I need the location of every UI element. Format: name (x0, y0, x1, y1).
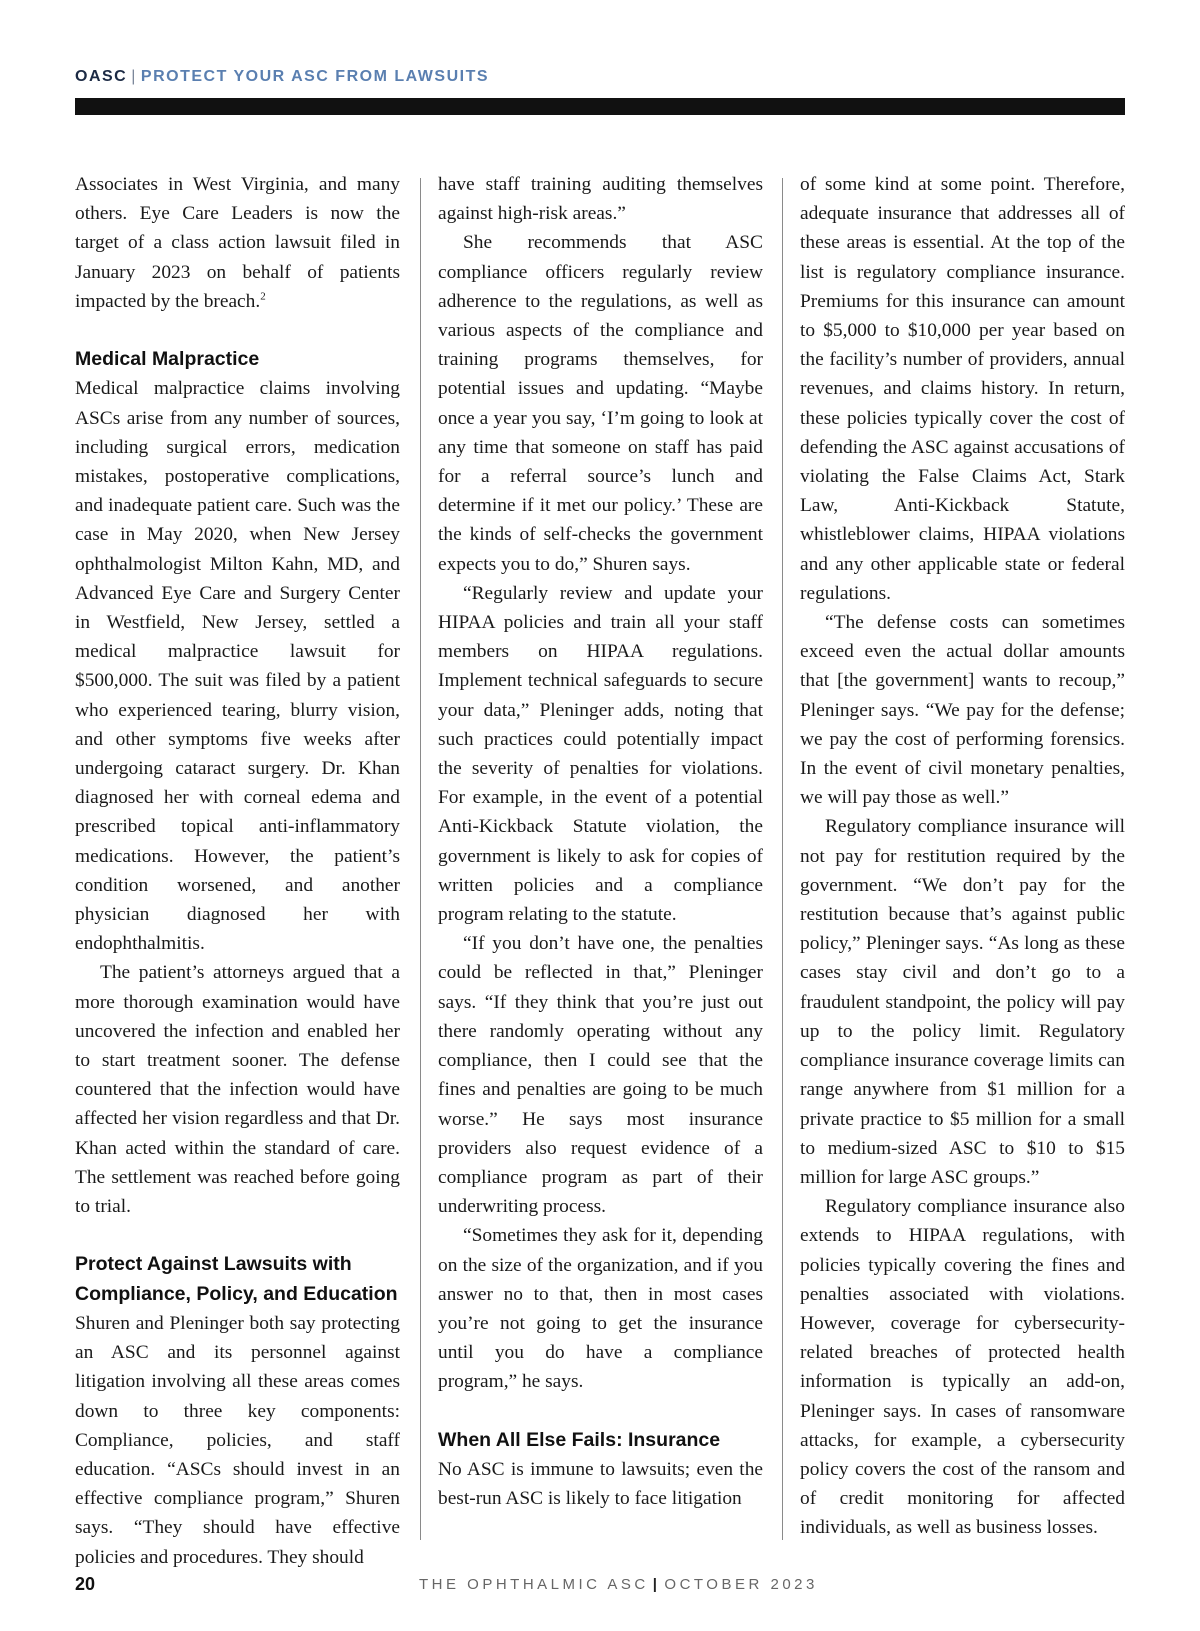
paragraph: She recommends that ASC compliance officers regularly review adherence to the regulations, as well as various aspects of the compliance and training programs themselves, for potential issues and updating. “Maybe once a year you say, ‘I’m going to look at any time that someone on staff has paid for a referral source’s lunch and determine if it met our policy.’ These are the kinds of self-checks the government expects you to do,” Shuren says. (438, 232, 763, 575)
paragraph: Medical malpractice claims involving ASCs arise from any number of sources, including surgical errors, medication mistakes, postoperative complications, and inadequate patient care. Such was the case in May 2020, when New Jersey ophthalmologist Milton Kahn, MD, and Advanced Eye Care and Surgery Center in Westfield, New Jersey, settled a medical malpractice lawsuit for $500,000. The suit was filed by a patient who experienced tearing, blurry vision, and other symptoms five weeks after undergoing cataract surgery. Dr. Khan diagnosed her with corneal edema and prescribed topical anti-inflammatory medications. However, the patient’s condition worsened, and another physician diagnosed her with endophthalmitis. (75, 378, 400, 955)
paragraph (75, 170, 400, 316)
column-1 (75, 170, 400, 1572)
publication-name: THE OPHTHALMIC ASC (419, 1576, 649, 1593)
footer-publication (419, 1576, 818, 1593)
column-2 (438, 170, 763, 1513)
paragraph: “Regularly review and update your HIPAA policies and train all your staff members on HIPAA regulations. Implement technical safeguards to secure your data,” Pleninger adds, noting that such practices could potentially impact the severity of penalties for violations. For example, in the event of a potential Anti-Kickback Statute violation, the government is likely to ask for copies of written policies and a compliance program relating to the statute. (438, 582, 763, 926)
paragraph: “Sometimes they ask for it, depending on the size of the organization, and if you answer no to that, then in most cases you’re not going to get the insurance until you do have a compliance program,” he says. (438, 1225, 763, 1393)
subheading-insurance: When All Else Fails: Insurance (438, 1428, 721, 1451)
page-number: 20 (75, 1574, 96, 1594)
paragraph: “If you don’t have one, the penalties could be reflected in that,” Pleninger says. “If they think that you’re just out there randomly operating without any compliance, then I could see that the fines and penalties are going to be much worse.” He says most insurance providers also request evidence of a compliance program as part of their underwriting process. (438, 933, 763, 1218)
subheading-medical-malpractice: Medical Malpractice (75, 348, 260, 371)
subheading-protect-against-lawsuits: Protect Against Lawsuits with Compliance, Policy, and Education (75, 1253, 398, 1305)
paragraph-text: Associates in West Virginia, and many others. Eye Care Leaders is now the target of a class action lawsuit filed in January 2023 on behalf of patients impacted by the breach. (75, 174, 400, 312)
issue-date: OCTOBER 2023 (664, 1576, 818, 1593)
header-separator: | (131, 68, 137, 85)
column-divider (782, 178, 783, 1540)
header-bar (75, 98, 1125, 115)
brand-label: OASC (75, 68, 128, 85)
column-divider (420, 178, 421, 1540)
column-3 (800, 170, 1125, 1543)
paragraph: Regulatory compliance insurance also extends to HIPAA regulations, with policies typically covering the fines and penalties associated with violations. However, coverage for cybersecurity-related breaches of protected health information is typically an add-on, Pleninger says. In cases of ransomware attacks, for example, a cybersecurity policy covers the cost of the ransom and of credit monitoring for affected individuals, as well as business losses. (800, 1196, 1125, 1539)
paragraph: “The defense costs can sometimes exceed even the actual dollar amounts that [the government] wants to recoup,” Pleninger says. “We pay for the defense; we pay the cost of performing forensics. In the event of civil monetary penalties, we will pay those as well.” (800, 612, 1125, 809)
running-head (75, 68, 489, 86)
paragraph: have staff training auditing themselves against high-risk areas.” (438, 174, 763, 225)
paragraph: of some kind at some point. Therefore, adequate insurance that addresses all of these areas is essential. At the top of the list is regulatory compliance insurance. Premiums for this insurance can amount to $5,000 to $10,000 per year based on the facility’s number of providers, annual revenues, and claims history. In return, these policies typically cover the cost of defending the ASC against accusations of violating the False Claims Act, Stark Law, Anti-Kickback Statute, whistleblower claims, HIPAA violations and any other applicable state or federal regulations. (800, 174, 1125, 604)
paragraph: Regulatory compliance insurance will not pay for restitution required by the government. “We don’t pay for the restitution because that’s against public policy,” Pleninger says. “As long as these cases stay civil and don’t go to a fraudulent standpoint, the policy will pay up to the policy limit. Regulatory compliance insurance coverage limits can range anywhere from $1 million for a private practice to $5 million for a small to medium-sized ASC to $10 to $15 million for large ASC groups.” (800, 816, 1125, 1188)
section-title: PROTECT YOUR ASC FROM LAWSUITS (140, 68, 490, 85)
footer-separator: | (652, 1576, 661, 1593)
paragraph: No ASC is immune to lawsuits; even the best-run ASC is likely to face litigation (438, 1458, 763, 1510)
footnote-ref: 2 (260, 290, 266, 303)
paragraph: The patient’s attorneys argued that a more thorough examination would have uncovered the infection and enabled her to start treatment sooner. The defense countered that the infection would have affected her vision regardless and that Dr. Khan acted within the standard of care. The settlement was reached before going to trial. (75, 962, 400, 1218)
paragraph: Shuren and Pleninger both say protecting an ASC and its personnel against litigation involving all these areas comes down to three key components: Compliance, policies, and staff education. “ASCs should invest in an effective compliance program,” Shuren says. “They should have effective policies and procedures. They should (75, 1312, 400, 1568)
